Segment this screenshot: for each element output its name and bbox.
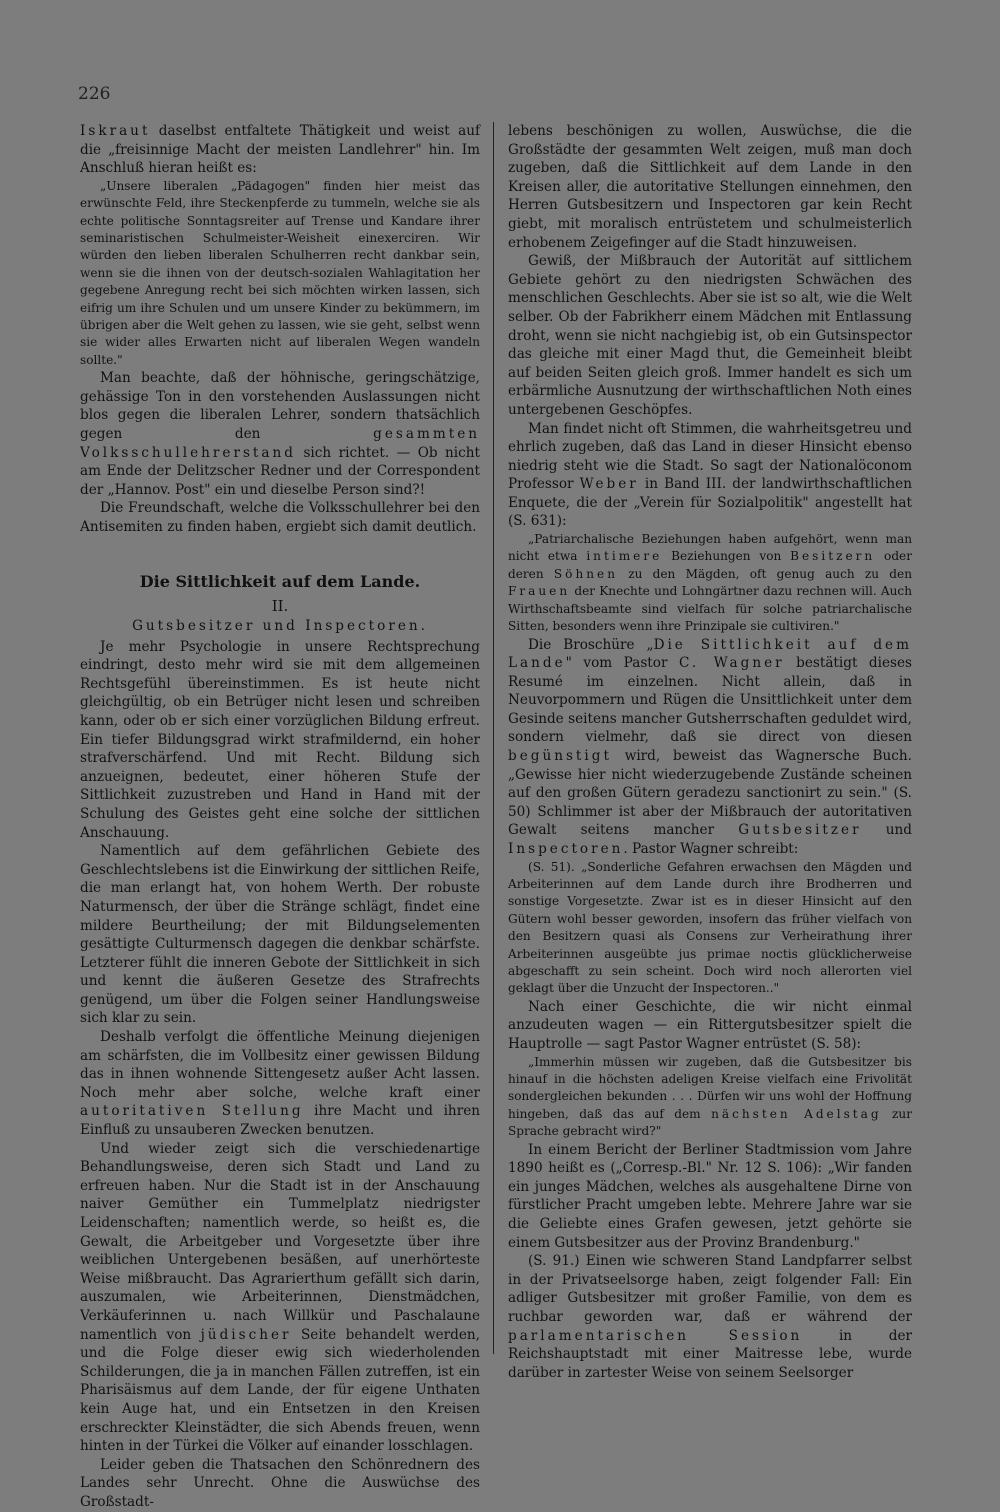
paragraph: Man findet nicht oft Stimmen, die wahrheitsgetreu und ehrlich zugeben, daß das Land in dieser Hinsicht ebenso niedrig steht wie die Stadt. So sagt der Nationalöconom Professor Weber in Band III. der landwirthschaftlichen Enquete, die der „Verein für Sozialpolitik" angestellt hat (S. 631): — [508, 420, 912, 530]
paragraph: Leider geben die Thatsachen den Schönrednern des Landes sehr Unrecht. Ohne die Auswüchse des Großstadt- — [80, 1456, 480, 1510]
paragraph: Je mehr Psychologie in unsere Rechtsprechung eindringt, desto mehr wird sie mit dem allgemeinen Rechtsgefühl übereinstimmen. Es ist heute nicht gleichgültig, ob ein Betrüger nicht lesen und schreiben kann, oder ob er sich einer vorzüglichen Bildung erfreut. Ein tiefer Bildungsgrad wirkt strafmildernd, ein hoher strafverschärfend. Und mit Recht. Bildung sich anzueignen, bedeutet, einer höheren Stufe der Sittlichkeit zuzustreben und Hand in Hand mit der Schulung des Geistes geht eine solche der sittlichen Anschauung. — [80, 638, 480, 841]
paragraph: Deshalb verfolgt die öffentliche Meinung diejenigen am schärfsten, die im Vollbesitz einer gewissen Bildung das in ihnen wohnende Sittengesetz außer Acht lassen. Noch mehr aber solche, welche kraft einer autoritativen Stellung ihre Macht und ihren Einfluß zu unsauberen Zwecken benutzen. — [80, 1029, 480, 1139]
paragraph: Nach einer Geschichte, die wir nicht einmal anzudeuten wagen — ein Rittergutsbesitzer spielt die Hauptrolle — sagt Pastor Wagner entrüstet (S. 58): — [508, 998, 912, 1053]
left-column — [80, 122, 480, 1512]
block-quote: „Immerhin müssen wir zugeben, daß die Gutsbesitzer bis hinauf in die höchsten adeligen Kreise vielfach eine Frivolität sondergleichen bekunden . . . Dürfen wir uns wohl der Hoffnung hingeben, daß das auf dem nächsten Adelstag zur Sprache gebracht wird?" — [508, 1054, 912, 1139]
paragraph: Und wieder zeigt sich die verschiedenartige Behandlungsweise, deren sich Stadt und Land zu erfreuen haben. Nur die Stadt ist in der Anschauung naiver Gemüther ein Tummelplatz niedrigster Leidenschaften; namentlich werde, so heißt es, die Gewalt, die Arbeitgeber und Vorgesetzte über ihre weiblichen Untergebenen besäßen, auf unerhörteste Weise mißbraucht. Das Agrarierthum gefällt sich darin, auszumalen, wie Arbeiterinnen, Dienstmädchen, Verkäuferinnen u. nach Willkür und Paschalaune namentlich von jüdischer Seite behandelt werden, und die Folge dieser ewig sich wiederholenden Schilderungen, die ja in manchen Fällen zutreffen, ist ein Pharisäismus auf dem Lande, der für eigene Unthaten kein Auge hat, und ein Entsetzen in den Kreisen erschreckter Kleinstädter, die sich Abends freuen, wenn hinten in der Türkei die Völker auf einander losschlagen. — [80, 1140, 480, 1455]
paragraph: Iskraut daselbst entfaltete Thätigkeit und weist auf die „freisinnige Macht der meisten Landlehrer" hin. Im Anschluß hieran heißt es: — [80, 123, 480, 177]
article-title: Die Sittlichkeit auf dem Lande. — [139, 571, 421, 591]
article-subtitle: Gutsbesitzer und Inspectoren. — [132, 617, 428, 634]
block-quote: „Patriarchalische Beziehungen haben aufgehört, wenn man nicht etwa intimere Beziehungen von Besitzern oder deren Söhnen zu den Mägden, oft genug auch zu den Frauen der Knechte und Lohngärtner dazu rechnen will. Auch Wirthschaftsbeamte sind vielfach für solche patriarchalische Sitten, besonders wenn ihre Prinzipale sie cultiviren." — [508, 532, 913, 634]
page-number: 226 — [78, 84, 111, 104]
paragraph: (S. 91.) Einen wie schweren Stand Landpfarrer selbst in der Privatseelsorge haben, zeigt folgender Fall: Ein adliger Gutsbesitzer mit großer Familie, von dem es ruchbar geworden war, daß er während der parlamentarischen Session in der Reichshauptstadt mit einer Maitresse lebe, wurde darüber in zartester Weise von seinem Seelsorger — [508, 1253, 912, 1381]
block-quote: „Unsere liberalen „Pädagogen" finden hier meist das erwünschte Feld, ihre Steckenpferde zu tummeln, welche sie als echte politische Sonntagsreiter auf Trense und Kandare ihrer seminaristischen Schulmeister-Weisheit einexerciren. Wir würden den lieben liberalen Schulherren recht dankbar sein, wenn sie die ihnen von der deutsch-sozialen Wahlagitation her gegebene Anregung recht bei sich möchten wirken lassen, sich eifrig um ihre Schulen und um unsere Kinder zu bekümmern, im übrigen aber die Welt gehen zu lassen, wie sie geht, selbst wenn sie wider alles Erwarten nicht auf liberalen Wegen wandeln sollte." — [80, 178, 480, 367]
paragraph: In einem Bericht der Berliner Stadtmission vom Jahre 1890 heißt es („Corresp.-Bl." Nr. 12 S. 106): „Wir fanden ein junges Mädchen, welches als ausgehaltene Dirne von fürstlicher Pracht umgeben lebte. Mehrere Jahre war sie die Geliebte eines Grafen gewesen, jetzt gehörte sie einem Gutsbesitzer aus der Provinz Brandenburg." — [508, 1141, 912, 1251]
paragraph: Die Broschüre „Die Sittlichkeit auf dem Lande" vom Pastor C. Wagner bestätigt dieses Resumé im einzelnen. Nicht allein, daß in Neuvorpommern und Rügen die Unsittlichkeit unter dem Gesinde seitens mancher Gutsherrschaften geduldet wird, sondern vielmehr, daß sie direct von diesen begünstigt wird, beweist das Wagnersche Buch. „Gewisse hier nicht wiederzugebende Zustände scheinen auf den großen Gütern geradezu sanctionirt zu sein." (S. 50) Schlimmer ist aber der Mißbrauch der autoritativen Gewalt seitens mancher Gutsbesitzer und Inspectoren. Pastor Wagner schreibt: — [508, 636, 913, 858]
block-quote: (S. 51). „Sonderliche Gefahren erwachsen den Mägden und Arbeiterinnen auf dem Lande durch ihre Brodherren und sonstige Vorgesetzte. Zwar ist es in dieser Hinsicht auf den Gütern wohl besser geworden, insofern das früher vielfach von den Besitzern quasi als Consens zur Verheirathung ihrer Arbeiterinnen ausgeübte jus primae noctis glücklicherweise abgeschafft zu sein scheint. Doch wird noch allerorten viel geklagt über die Unzucht der Inspectoren.." — [508, 859, 912, 996]
paragraph: Man beachte, daß der höhnische, geringschätzige, gehässige Ton in den vorstehenden Auslassungen nicht blos gegen die liberalen Lehrer, sondern thatsächlich gegen den gesammten Volksschullehrerstand sich richtet. — Ob nicht am Ende der Delitzscher Redner und der Correspondent der „Hannov. Post" ein und dieselbe Person sind?! — [80, 370, 480, 498]
paragraph: Namentlich auf dem gefährlichen Gebiete des Geschlechtslebens ist die Einwirkung der sittlichen Reife, die man erlangt hat, von hohem Werth. Der robuste Naturmensch, der über die Stränge schlägt, findet eine mildere Beurtheilung; der mit Bildungselementen gesättigte Culturmensch dagegen die denkbar schärfste. Letzterer fühlt die inneren Gebote der Sittlichkeit in sich und kennt die äußeren Gesetze des Strafrechts genügend, um über die Folgen seiner Handlungsweise sich klar zu sein. — [80, 843, 480, 1027]
paragraph: Die Freundschaft, welche die Volksschullehrer bei den Antisemiten zu finden haben, ergiebt sich damit deutlich. — [80, 500, 480, 535]
paragraph: lebens beschönigen zu wollen, Auswüchse, die die Großstädte der gesammten Welt zeigen, muß man doch zugeben, daß die Sittlichkeit auf dem Lande in den Kreisen aller, die autoritative Stellungen einnehmen, den Herren Gutsbesitzern und Inspectoren gar kein Recht giebt, mit moralisch entrüstetem und schulmeisterlich erhobenem Zeigefinger auf die Stadt hinzuweisen. — [508, 123, 912, 251]
right-column — [508, 122, 912, 1382]
article-part-number: II. — [271, 596, 289, 615]
paragraph: Gewiß, der Mißbrauch der Autorität auf sittlichem Gebiete gehört zu den niedrigsten Schwächen des menschlichen Geschlechts. Aber sie ist so alt, wie die Welt selber. Ob der Fabrikherr einem Mädchen mit Entlassung droht, wenn sie nicht nachgiebig ist, ob ein Gutsinspector das gleiche mit einer Magd thut, die Gemeinheit bleibt auf beiden Seiten gleich groß. Immer handelt es sich um erbärmliche Ausnutzung der wirthschaftlichen Noth eines untergebenen Geschöpfes. — [508, 253, 913, 418]
